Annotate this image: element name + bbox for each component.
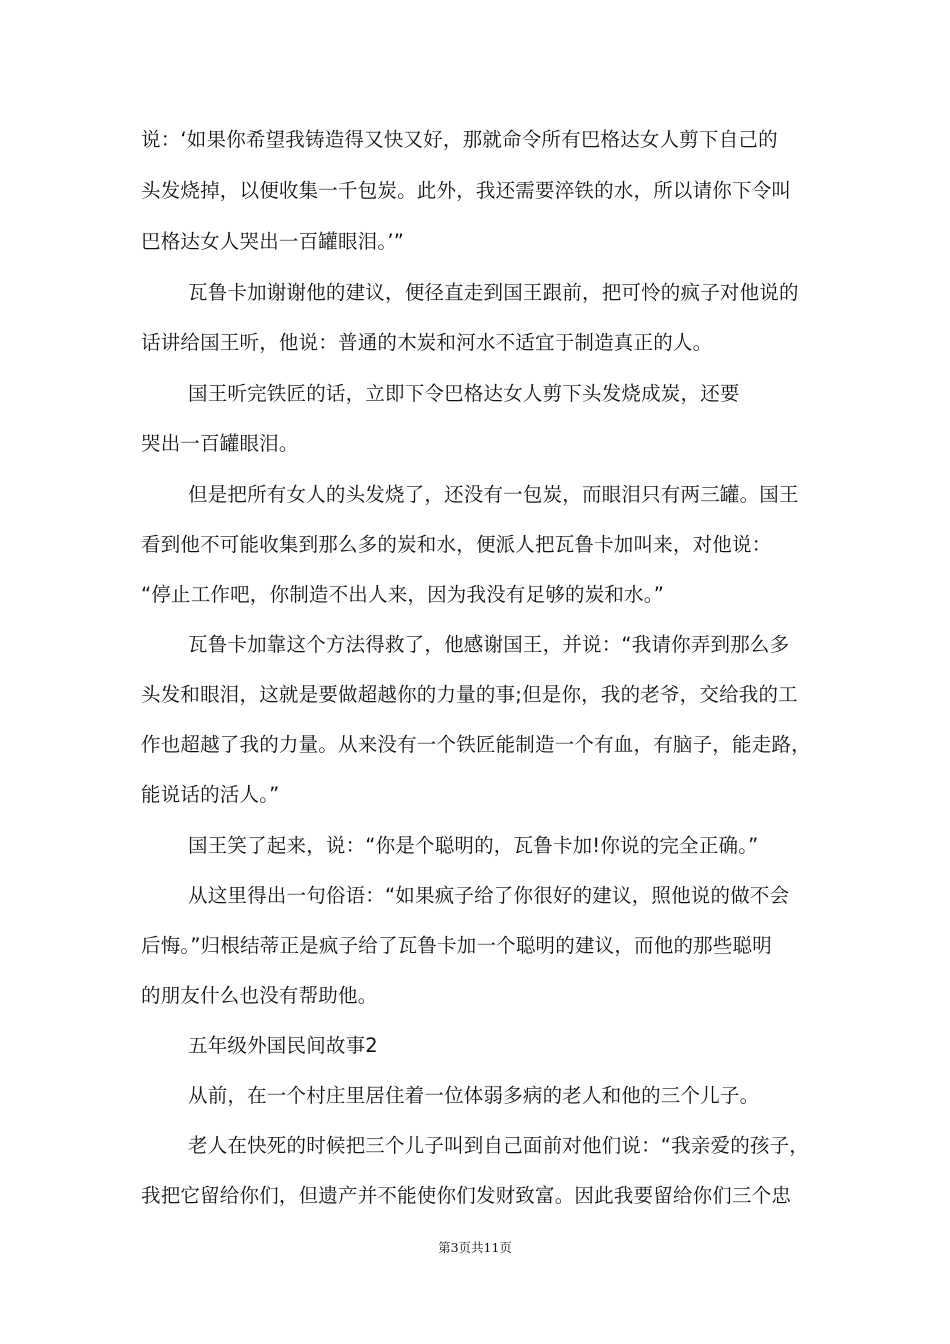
text-line: 能说话的活人。” <box>141 783 280 806</box>
paragraph-start: 国王听完铁匠的话，立即下令巴格达女人剪下头发烧成炭，还要 <box>188 382 740 405</box>
paragraph-start: 从前，在一个村庄里居住着一位体弱多病的老人和他的三个儿子。 <box>188 1084 760 1107</box>
text-line: 看到他不可能收集到那么多的炭和水，便派人把瓦鲁卡加叫来，对他说： <box>141 533 772 556</box>
text-line: 作也超越了我的力量。从来没有一个铁匠能制造一个有血，有脑子，能走路， <box>141 733 811 756</box>
text-line: 的朋友什么也没有帮助他。 <box>141 984 378 1007</box>
paragraph-start: 但是把所有女人的头发烧了，还没有一包炭，而眼泪只有两三罐。国王 <box>188 483 799 506</box>
text-line: 头发烧掉，以便收集一千包炭。此外，我还需要淬铁的水，所以请你下令叫 <box>141 179 792 202</box>
text-line: 头发和眼泪，这就是要做超越你的力量的事;但是你，我的老爷，交给我的工 <box>141 683 798 706</box>
page-number-footer: 第3页共11页 <box>438 1240 512 1255</box>
section-heading: 五年级外国民间故事2 <box>188 1034 378 1057</box>
text-line: 说：‘如果你希望我铸造得又快又好，那就命令所有巴格达女人剪下自己的 <box>141 128 778 151</box>
text-line: 后悔。”归根结蒂正是疯子给了瓦鲁卡加一个聪明的建议，而他的那些聪明 <box>141 934 772 957</box>
paragraph-start: 国王笑了起来，说：“你是个聪明的，瓦鲁卡加!你说的完全正确。” <box>188 834 759 857</box>
text-line: “停止工作吧，你制造不出人来，因为我没有足够的炭和水。” <box>141 583 665 606</box>
text-line: 巴格达女人哭出一百罐眼泪。’” <box>141 230 405 253</box>
paragraph-start: 瓦鲁卡加靠这个方法得救了，他感谢国王，并说：“我请你弄到那么多 <box>188 633 790 656</box>
paragraph-start: 从这里得出一句俗语：“如果疯子给了你很好的建议，照他说的做不会 <box>188 884 790 907</box>
text-line: 哭出一百罐眼泪。 <box>141 432 299 455</box>
paragraph-start: 老人在快死的时候把三个儿子叫到自己面前对他们说：“我亲爱的孩子， <box>188 1134 810 1157</box>
paragraph-start: 瓦鲁卡加谢谢他的建议，便径直走到国王跟前，把可怜的疯子对他说的 <box>188 281 799 304</box>
text-line: 话讲给国王听，他说：普通的木炭和河水不适宜于制造真正的人。 <box>141 331 713 354</box>
text-line: 我把它留给你们，但遗产并不能使你们发财致富。因此我要留给你们三个忠 <box>141 1184 792 1207</box>
